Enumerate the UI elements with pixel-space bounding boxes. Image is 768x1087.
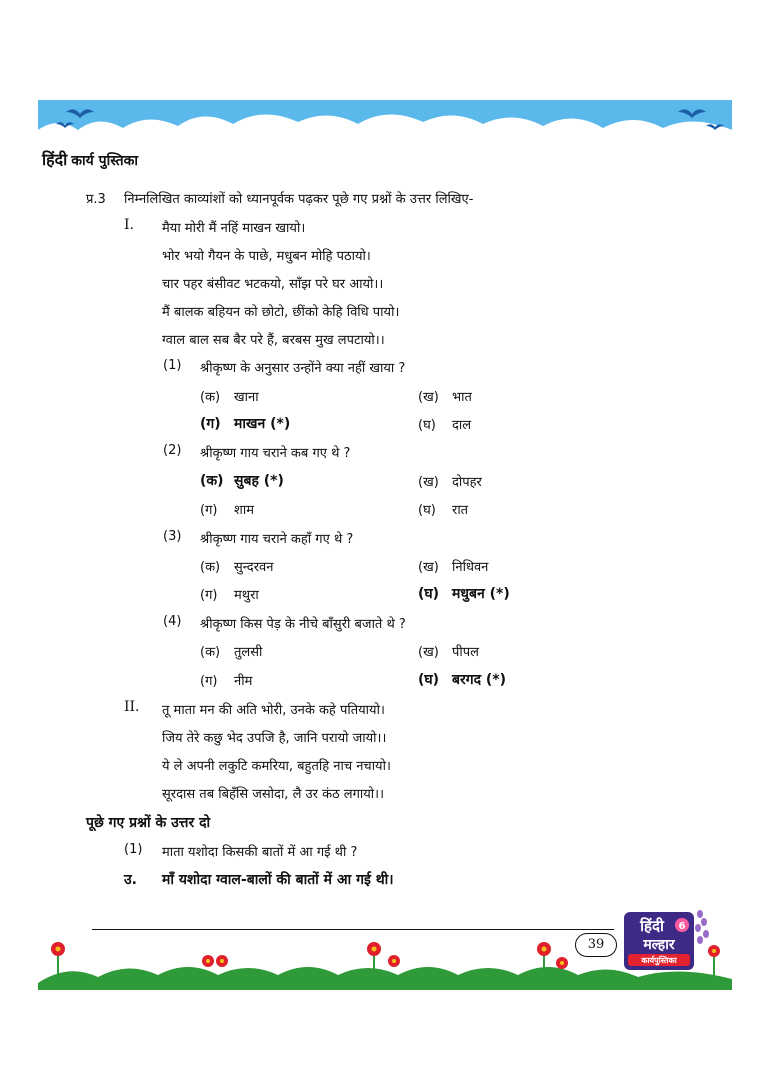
option-label: (ग): [200, 503, 218, 518]
mcq-option: [418, 500, 468, 518]
option-text: मथुरा: [234, 588, 259, 603]
poem1-line: मैया मोरी मैं नहिं माखन खायो।: [162, 221, 306, 236]
brand-title: कार्य पुस्तिका: [71, 153, 139, 169]
mcq-option: [418, 415, 471, 433]
poem1-line: ग्वाल बाल सब बैर परे हैं, बरबस मुख लपटायो।।: [162, 333, 385, 348]
option-label: (ख): [418, 645, 439, 660]
option-text: भात: [452, 390, 472, 405]
mcq-option: [418, 557, 488, 575]
option-label: (घ): [418, 418, 436, 433]
mcq-option: [200, 557, 273, 575]
option-label: (घ): [418, 503, 436, 518]
option-text: रात: [452, 503, 469, 518]
option-text: सुबह (*): [234, 473, 284, 489]
option-text: बरगद (*): [452, 672, 507, 688]
option-text: निधिवन: [452, 560, 489, 575]
mcq-option: [200, 642, 262, 660]
mcq-option-correct: [200, 471, 284, 490]
mcq-question: श्रीकृष्ण गाय चराने कब गए थे ?: [200, 446, 351, 461]
mcq-number: (2): [163, 443, 182, 458]
option-text: दाल: [452, 418, 472, 433]
option-label: (क): [200, 645, 221, 660]
mcq-option: [200, 585, 259, 603]
mcq-option: [200, 387, 259, 405]
logo-line1: हिंदी: [640, 917, 664, 935]
poem1-numeral: I.: [124, 217, 134, 233]
mcq-number: (3): [163, 529, 182, 544]
lavender-icon: [695, 910, 709, 944]
question-number: प्र.3: [86, 192, 106, 207]
mcq-option: [200, 671, 252, 689]
book-logo: [620, 908, 712, 972]
poem2-line: सूरदास तब बिहँसि जसोदा, लै उर कंठ लगायो।।: [162, 787, 385, 802]
option-text: शाम: [234, 503, 254, 518]
mcq-option: [418, 387, 472, 405]
page-number: 39: [575, 933, 617, 957]
mcq-option-correct: [418, 584, 510, 603]
option-label: (ख): [418, 390, 439, 405]
poem2-numeral: II.: [124, 699, 140, 715]
sub-question-text: माता यशोदा किसकी बातों में आ गई थी ?: [162, 845, 358, 860]
option-text: खाना: [234, 390, 259, 405]
sky-cloud-banner: [38, 100, 732, 150]
option-label: (ग): [200, 588, 218, 603]
poem2-line: ये ले अपनी लकुटि कमरिया, बहुतहि नाच नचायो।: [162, 759, 391, 774]
option-label: (ख): [418, 560, 439, 575]
mcq-question: श्रीकृष्ण किस पेड़ के नीचे बाँसुरी बजाते थे ?: [200, 617, 406, 632]
logo-line3: कार्यपुस्तिका: [641, 956, 677, 965]
option-label: (ग): [200, 416, 221, 432]
poem2-line: तू माता मन की अति भोरी, उनके कहे पतियायो।: [162, 703, 385, 718]
mcq-option-correct: [418, 670, 506, 689]
mcq-number: (4): [163, 614, 182, 629]
option-label: (घ): [418, 586, 440, 602]
sub-question-number: (1): [124, 842, 143, 857]
poem2-line: जिय तेरे कछु भेद उपजि है, जानि परायो जायो।।: [162, 731, 387, 746]
option-text: तुलसी: [234, 645, 263, 660]
mcq-option: [200, 500, 254, 518]
mcq-number: (1): [163, 358, 182, 373]
option-label: (क): [200, 560, 221, 575]
answer-heading: पूछे गए प्रश्नों के उत्तर दो: [86, 815, 211, 831]
option-label: (क): [200, 390, 221, 405]
option-label: (ख): [418, 475, 439, 490]
option-text: मधुबन (*): [452, 586, 510, 602]
question-instruction: निम्नलिखित काव्यांशों को ध्यानपूर्वक पढ़कर पूछे गए प्रश्नों के उत्तर लिखिए-: [124, 192, 474, 207]
poem1-line: भोर भयो गैयन के पाछे, मधुबन मोहि पठायो।: [162, 249, 371, 264]
option-text: माखन (*): [234, 416, 291, 432]
mcq-question: श्रीकृष्ण गाय चराने कहाँ गए थे ?: [200, 532, 354, 547]
option-label: (क): [200, 473, 224, 489]
option-text: सुन्दरवन: [234, 560, 274, 575]
logo-grade: 6: [678, 921, 686, 932]
poem1-line: मैं बालक बहियन को छोटो, छींको केहि विधि पायो।: [162, 305, 400, 320]
answer-text: माँ यशोदा ग्वाल-बालों की बातों में आ गई थी।: [162, 872, 394, 888]
poem1-line: चार पहर बंसीवट भटकयो, साँझ परे घर आयो।।: [162, 277, 384, 292]
option-label: (घ): [418, 672, 440, 688]
logo-line2: मल्हार: [643, 937, 675, 953]
mcq-option: [418, 472, 482, 490]
mcq-option-correct: [200, 414, 290, 433]
brand-hindi-word: हिंदी: [42, 150, 68, 169]
mcq-option: [418, 642, 479, 660]
option-text: पीपल: [452, 645, 479, 660]
option-text: नीम: [234, 674, 253, 689]
workbook-brand: [42, 148, 138, 170]
option-text: दोपहर: [452, 475, 482, 490]
mcq-question: श्रीकृष्ण के अनुसार उन्होंने क्या नहीं खाया ?: [200, 361, 406, 376]
option-label: (ग): [200, 674, 218, 689]
answer-label: उ.: [124, 872, 137, 888]
